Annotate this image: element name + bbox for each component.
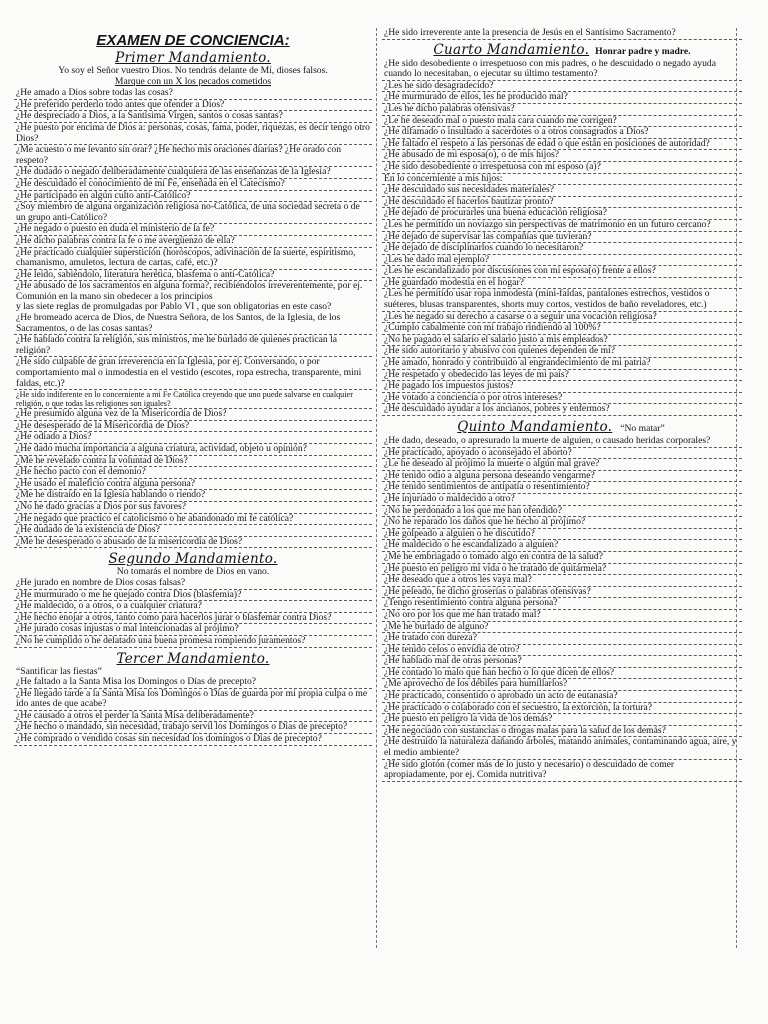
exam-question[interactable]: ¿Soy miembro de alguna organización religiosa no-Católica, de una sociedad secreta o de un grupo anti-Católico? (14, 202, 372, 224)
exam-question[interactable]: ¿He tenido sentimientos de antipatía o resentimiento? (382, 482, 742, 494)
exam-question[interactable]: ¿He hablado mal de otras personas? (382, 656, 742, 668)
fourth-commandment-heading: Cuarto Mandamiento. (433, 41, 590, 58)
exam-question[interactable]: ¿Les he escandalizado por discusiones con mi esposa(o) frente a ellos? (382, 266, 742, 278)
explanation-text: y las siete reglas de promulgadas por Pablo VI , que son obligatorias en este caso? (16, 301, 332, 313)
page-title: EXAMEN DE CONCIENCIA: (96, 32, 290, 49)
exam-question[interactable]: ¿Me aprovecho de los débiles para humillarlos? (382, 679, 742, 691)
exam-question[interactable]: ¿No he dado gracias a Dios por sus favores? (14, 502, 372, 514)
exam-question[interactable]: ¿He participado en algún culto anti-Católico? (14, 191, 372, 203)
exam-question[interactable]: ¿He negociado con sustancias o drogas malas para la salud de los demás? (382, 726, 742, 738)
exam-question[interactable]: ¿He tenido odio a alguna persona deseando vengarme? (382, 471, 742, 483)
exam-question[interactable]: ¿Me he embriagado o tomado algo en contra de la salud? (382, 552, 742, 564)
exam-question[interactable]: ¿He dejado de disciplinarlos cuando lo necesitaron? (382, 243, 742, 255)
exam-question[interactable]: ¿He dejado de supervisar las compañías que tuvieran? (382, 232, 742, 244)
exam-question[interactable]: ¿No he perdonado a los que me han ofendido? (382, 506, 742, 518)
exam-question[interactable]: ¿Me he desesperado o abusado de la misericordia de Dios? (14, 537, 372, 549)
exam-question[interactable]: ¿Me he distraído en la Iglesia hablando o riendo? (14, 490, 372, 502)
exam-question[interactable]: ¿Me he burlado de alguno? (382, 622, 742, 634)
exam-question[interactable]: ¿He jurado cosas injustas o mal intencionadas al prójimo? (14, 624, 372, 636)
exam-question[interactable]: ¿He llegado tarde a la Santa Misa los Domingos o Días de guarda por mi propia culpa o me ido antes de que acabe? (14, 689, 372, 711)
second-commandment-list (14, 578, 372, 648)
exam-question[interactable]: ¿He sido culpable de gran irreverencia en la Iglesia, por ej. Conversando, o por comportamiento mal o inmodestia en el vestido (escotes, ropa estrecha, transparente, mini faldas, etc.)? (14, 357, 372, 390)
exam-question[interactable]: ¿He dicho palabras contra la fe o me avergüenzo de ella? (14, 236, 372, 248)
exam-question[interactable]: ¿He preferido perderlo todo antes que ofender a Dios? (14, 100, 372, 112)
instruction-text: Marque con un X los pecados cometidos (114, 75, 272, 87)
explanation-text: Comunión en la mano sin obedecer a los principios (16, 290, 213, 302)
exam-question[interactable]: ¿He practicado, consentido o aprobado un acto de eutanasia? (382, 691, 742, 703)
exam-question[interactable]: ¿He practicado, apoyado o aconsejado el aborto? (382, 448, 742, 460)
exam-question[interactable]: ¿Le he deseado al prójimo la muerte o algún mal grave? (382, 459, 742, 471)
exam-question[interactable]: ¿No oro por los que me han tratado mal? (382, 610, 742, 622)
exam-question[interactable]: ¿He golpeado a alguien o he discutido? (382, 529, 742, 541)
fifth-commandment-header (382, 419, 742, 435)
left-column (14, 28, 372, 746)
exam-question[interactable]: ¿He sido glotón (comer más de lo justo y necesario) o descuidado de comer apropiadamente, por ej. Comida nutritiva? (382, 760, 742, 782)
exam-question[interactable]: ¿No he reparado los daños que he hecho al prójimo? (382, 517, 742, 529)
exam-question[interactable]: ¿Les he permitido un noviazgo sin perspectivas de matrimonio en un futuro cercano? (382, 220, 742, 232)
exam-question[interactable]: ¿He abusado de los sacramentos en alguna forma?, recibiéndolos irreverentemente, por ej. (16, 280, 363, 292)
exam-question[interactable]: ¿He dado, deseado, o apresurado la muerte de alguien, o causado heridas corporales? (382, 436, 742, 448)
exam-question[interactable]: ¿He amado, honrado y contribuido al engrandecimiento de mi patria? (382, 358, 742, 370)
right-top-list (382, 28, 742, 40)
exam-question[interactable]: ¿He desesperado de la Misericordia de Dios? (14, 421, 372, 433)
exam-question[interactable]: ¿He tenido celos o envidia de otro? (382, 645, 742, 657)
first-commandment-intro: Yo soy el Señor vuestro Dios. No tendrás delante de Mí, dioses falsos. (58, 65, 328, 76)
exam-question[interactable]: ¿He amado a Dios sobre todas las cosas? (14, 88, 372, 100)
exam-question[interactable]: ¿He hecho enojar a otros, tanto como para hacerlos jurar o blasfemar contra Dios? (14, 613, 372, 625)
exam-question[interactable]: ¿He maldecido o he escandalizado a alguien? (382, 540, 742, 552)
exam-question[interactable]: ¿Les he dicho palabras ofensivas? (382, 104, 742, 116)
exam-question[interactable]: ¿He dejado de procurarles una buena educación religiosa? (382, 208, 742, 220)
exam-question[interactable]: ¿Me he revelado contra la voluntad de Dios? (14, 456, 372, 468)
exam-question[interactable]: ¿He peleado, he dicho groserías o palabras ofensivas? (382, 587, 742, 599)
exam-question[interactable]: ¿No he pagado el salario el salario justo a mis empleados? (382, 335, 742, 347)
exam-question[interactable]: ¿Le he deseado mal o puesto mala cara cuando me corrigen? (382, 116, 742, 128)
fourth-commandment-list (382, 59, 742, 416)
exam-question[interactable]: ¿He dudado o negado deliberadamente cualquiera de las enseñanzas de la Iglesia? (14, 167, 372, 179)
exam-question[interactable]: ¿He sido autoritario y abusivo con quienes dependen de mí? (382, 346, 742, 358)
exam-question[interactable]: ¿He sido desobediente o irrespetuoso con mis padres, o he descuidado o negado ayuda cuando lo necesitaban, o ejecutar su último testamento? (382, 59, 742, 81)
exam-question[interactable]: ¿He dado mucha importancia a alguna criatura, actividad, objeto u opinión? (14, 444, 372, 456)
exam-question[interactable]: ¿He hecho pacto con el demonio? (14, 467, 372, 479)
exam-question[interactable]: ¿He descuidado ayudar a los ancianos, pobres y enfermos? (382, 404, 742, 416)
exam-question[interactable]: ¿He faltado a la Santa Misa los Domingos o Días de precepto? (14, 677, 372, 689)
column-divider (376, 28, 378, 948)
exam-page (14, 28, 750, 958)
third-commandment-heading: Tercer Mandamiento. (116, 650, 270, 667)
exam-question[interactable]: ¿He sido indiferente en lo concerniente a mi Fe Católica creyendo que uno puede salvarse en cualquier religión, o que todas las religiones son iguales? (14, 390, 372, 409)
exam-question[interactable]: ¿He negado que practico el catolicismo o he abandonado mi fe católica? (14, 514, 372, 526)
fifth-commandment-subtitle: “No matar” (620, 423, 665, 434)
fifth-commandment-heading: Quinto Mandamiento. (457, 419, 613, 435)
exam-question[interactable]: ¿He sido irreverente ante la presencia de Jesús en el Santísimo Sacramento? (382, 28, 742, 40)
exam-question[interactable]: ¿Les he permitido usar ropa inmodesta (mini-faldas, pantalones estrechos, vestidos o suéteres, blusas transparentes, shorts muy cortos, vestidos de baño reveladores, etc.) (382, 289, 742, 311)
exam-question[interactable]: ¿He puesto en peligro mi vida o he tratado de quitármela? (382, 564, 742, 576)
exam-question[interactable]: ¿He descuidado el conocimiento de mi Fe, enseñada en el Catecismo? (14, 179, 372, 191)
second-commandment-heading: Segundo Mandamiento. (108, 551, 278, 568)
exam-question[interactable]: ¿He guardado modestia en el hogar? (382, 278, 742, 290)
exam-question[interactable]: ¿He injuriado o maldecido a otro? (382, 494, 742, 506)
exam-question[interactable]: ¿He contado lo malo que han hecho o lo que dicen de ellos? (382, 668, 742, 680)
exam-question[interactable]: ¿He jurado en nombre de Dios cosas falsas? (14, 578, 372, 590)
exam-question[interactable]: ¿Les he sido desagradecido? (382, 81, 742, 93)
exam-question[interactable]: ¿He practicado cualquier superstición (horóscopos, adivinación de la suerte, espiritismo, chamanismo, amuletos, lectura de cartas, café, etc.)? (14, 248, 372, 270)
exam-question[interactable]: ¿Les he dado mal ejemplo? (382, 255, 742, 267)
exam-question[interactable]: ¿He puesto en peligro la vida de los demás? (382, 714, 742, 726)
exam-question[interactable]: ¿He hablado contra la religión, sus ministros, me he burlado de quienes practican la religión? (14, 335, 372, 357)
exam-question[interactable]: ¿He usado el maleficio contra alguna persona? (14, 479, 372, 491)
exam-question[interactable]: ¿He presumido alguna vez de la Misericordia de Dios? (14, 409, 372, 421)
exam-question[interactable]: ¿He tratado con dureza? (382, 633, 742, 645)
exam-question[interactable]: ¿Me acuesto o me levanto sin orar? ¿He hecho mis oraciones diarias? ¿He orado con respeto? (14, 145, 372, 167)
exam-question[interactable]: ¿He votado a conciencia o por otros intereses? (382, 393, 742, 405)
fourth-commandment-header (382, 42, 742, 58)
second-commandment-intro: No tomarás el nombre de Dios en vano. (116, 566, 270, 578)
exam-question[interactable]: ¿Cumplo cabalmente con mi trabajo rindiendo al 100%? (382, 323, 742, 335)
exam-question[interactable]: ¿Les he negado su derecho a casarse o a seguir una vocación religiosa? (382, 312, 742, 324)
exam-question[interactable]: ¿No he cumplido o he delatado una buena promesa rompiendo juramentos? (14, 636, 372, 648)
exam-question[interactable]: ¿He respetado y obedecido las leyes de mi país? (382, 370, 742, 382)
exam-question[interactable]: ¿He bromeado acerca de Dios, de Nuestra Señora, de los Santos, de la Iglesia, de los Sacramentos, o de las cosas santas? (14, 313, 372, 335)
first-commandment-heading: Primer Mandamiento. (115, 50, 271, 66)
exam-question[interactable]: ¿He leído, sabiéndolo, literatura herética, blasfema o anti-Católica? (14, 270, 372, 282)
exam-question[interactable]: ¿He causado a otros el perder la Santa Misa deliberadamente? (14, 711, 372, 723)
exam-question[interactable]: ¿He puesto por encima de Dios a: personas, cosas, fama, poder, riquezas, es decir tengo otro Dios? (14, 123, 372, 145)
first-commandment-list (14, 88, 372, 548)
exam-question[interactable]: ¿He abusado de mi esposa(o), o de mis hijos? (382, 150, 742, 162)
exam-question[interactable]: ¿He descuidado el hacerlos bautizar pronto? (382, 197, 742, 209)
fourth-commandment-subtitle: Honrar padre y madre. (595, 45, 691, 57)
exam-question[interactable]: ¿He difamado o insultado a sacerdotes o a otros consagrados a Dios? (382, 127, 742, 139)
exam-question[interactable]: ¿He negado o puesto en duda el ministerio de la fe? (14, 224, 372, 236)
exam-question[interactable]: ¿He faltado el respeto a las personas de edad o que están en posiciones de autoridad? (382, 139, 742, 151)
fifth-commandment-list (382, 436, 742, 782)
exam-question[interactable]: ¿He odiado a Dios? (14, 432, 372, 444)
right-column (382, 28, 742, 782)
section-label: En lo concerniente a mis hijos: (382, 174, 742, 186)
exam-question[interactable]: ¿Tengo resentimiento contra alguna persona? (382, 598, 742, 610)
third-commandment-list (14, 677, 372, 746)
exam-question[interactable]: ¿He dudado de la existencia de Dios? (14, 525, 372, 537)
exam-question[interactable]: ¿He pagado los impuestos justos? (382, 381, 742, 393)
third-commandment-intro: “Santificar las fiestas” (16, 665, 102, 677)
exam-question[interactable]: ¿He destruido la naturaleza dañando árboles, matando animales, contaminando agua, aire, y el medio ambiente? (382, 737, 742, 759)
exam-question[interactable]: ¿He hecho o mandado, sin necesidad, trabajo servil los Domingos o Días de precepto? (14, 722, 372, 734)
exam-question[interactable]: ¿He murmurado o me he quejado contra Dios (blasfemia)? (14, 590, 372, 602)
exam-question[interactable]: ¿He descuidado sus necesidades materiales? (382, 185, 742, 197)
exam-question[interactable]: ¿He sido desobediente o irrespetuosa con mi esposo (a)? (382, 162, 742, 174)
exam-question[interactable]: ¿He comprado o vendido cosas sin necesidad los domingos o Días de precepto? (14, 734, 372, 746)
exam-question[interactable]: ¿He despreciado a Dios, a la Santísima Virgen, santos o cosas santas? (14, 111, 372, 123)
exam-question[interactable]: ¿He murmurado de ellos, les he producido mal? (382, 92, 742, 104)
exam-question[interactable]: ¿He deseado que a otros les vaya mal? (382, 575, 742, 587)
exam-question[interactable]: ¿He maldecido, o a otros, o a cualquier criatura? (14, 601, 372, 613)
exam-question[interactable]: ¿He practicado o colaborado con el secuestro, la extorción, la tortura? (382, 703, 742, 715)
